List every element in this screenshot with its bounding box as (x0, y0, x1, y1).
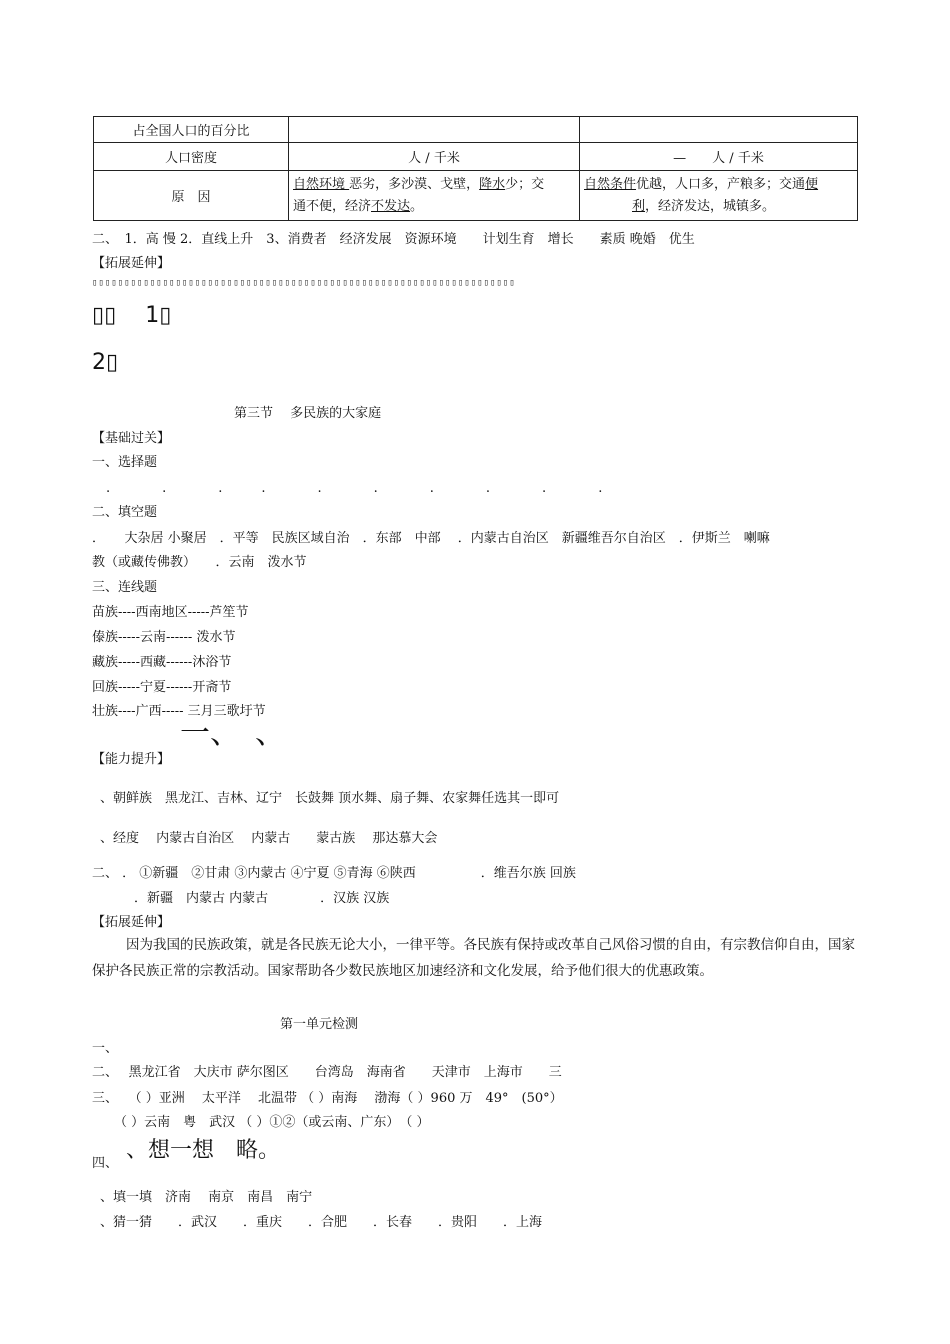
reason-text: 恶劣，多沙漠、戈壁， (349, 176, 480, 192)
reason-text: ，经济发达，城镇多。 (645, 198, 776, 214)
ability-line-2: 、经度 内蒙古自治区 内蒙古 蒙古族 那达慕大会 (100, 831, 438, 846)
unit-section-3-line-2: （ ）云南 粤 武汉 （ ）①②（或云南、广东） （ ） (114, 1115, 430, 1130)
row-percent-col3 (580, 117, 858, 143)
unit-section-4-big: 、想一想 略。 (126, 1138, 281, 1163)
row-density-label: 人口密度 (94, 143, 289, 171)
reason-text: 。 (410, 198, 424, 214)
garbled-big-line-2: 2▯ (92, 350, 119, 375)
fill-in-line: 、填一填 济南 南京 南昌 南宁 (100, 1190, 313, 1205)
link-row: 回族-----宁夏------开斋节 (92, 680, 232, 695)
row-percent-col2 (289, 117, 580, 143)
extension-heading-2: 【拓展延伸】 (92, 915, 171, 930)
reason-convenient-b: 利 (632, 198, 646, 214)
section-title: 第三节 多民族的大家庭 (234, 406, 382, 421)
ability-heading: 【能力提升】 (92, 752, 171, 767)
basic-heading: 【基础过关】 (92, 431, 171, 446)
reason-text: 少；交 (505, 176, 545, 192)
unit-section-2: 二、 黑龙江省 大庆市 萨尔图区 台湾岛 海南省 天津市 上海市 三 (92, 1065, 562, 1080)
guess-line: 、猜一猜 ．武汉 ．重庆 ．合肥 ．长春 ．贵阳 ．上海 (100, 1215, 543, 1230)
unit-section-3-line-1: 三、 （ ）亚洲 太平洋 北温带 （ ）南海 渤海（ ）960 万 49° (50°） (92, 1091, 563, 1106)
unit-section-1: 一、 (92, 1041, 119, 1056)
row-density-col2: 人 / 千米 (289, 143, 580, 171)
fill-heading: 二、填空题 (92, 505, 158, 520)
fill-line-1: ． 大杂居 小聚居 ．平等 民族区域自治 ．东部 中部 ．内蒙古自治区 新疆维吾尔自治区 ．伊斯兰 喇嘛 (92, 531, 770, 546)
extension-paragraph: 因为我国的民族政策，就是各民族无论大小，一律平等。各民族有保持或改革自己风俗习惯的自由，有宗教信仰自由，国家保护各民族正常的宗教活动。国家帮助各少数民族地区加速经济和文化发展，给予他们很大的优惠政策。 (92, 937, 855, 979)
reason-natural-env: 自然环境 (293, 176, 350, 192)
answer-line-er: 二、 1．高 慢 2．直线上升 3、消费者 经济发展 资源环境 计划生育 增长 素质 晚婚 优生 (92, 232, 695, 247)
row-percent-label: 占全国人口的百分比 (94, 117, 289, 143)
link-row: 傣族-----云南------ 泼水节 (92, 630, 236, 645)
reason-underdeveloped: 不发达 (371, 198, 411, 214)
extension-heading-1: 【拓展延伸】 (92, 256, 171, 271)
unit-section-4: 四、 (92, 1156, 119, 1171)
ability-line-4: ．新疆 内蒙古 内蒙古 ．汉族 汉族 (134, 891, 390, 906)
reason-text: 优越，人口多，产粮多；交通 (636, 176, 806, 192)
row-reason-label: 原 因 (94, 171, 289, 221)
link-row: 壮族----广西----- 三月三歌圩节 (92, 704, 266, 719)
choice-heading: 一、选择题 (92, 455, 158, 470)
unit-title: 第一单元检测 (280, 1017, 359, 1032)
fill-line-2: 教（或藏传佛教） ．云南 泼水节 (92, 555, 307, 570)
reason-convenient-a: 便 (805, 176, 819, 192)
link-row: 藏族-----西藏------沐浴节 (92, 655, 232, 670)
row-reason-col2 (289, 171, 580, 221)
link-row: 苗族----西南地区-----芦笙节 (92, 605, 249, 620)
reason-text: 通不便，经济 (293, 198, 372, 214)
reason-natural-cond: 自然条件 (584, 176, 637, 192)
row-reason-col3 (580, 171, 858, 221)
reason-rainfall: 降水 (479, 176, 506, 192)
ability-line-3: 二、 ． ①新疆 ②甘肃 ③内蒙古 ④宁夏 ⑤青海 ⑥陕西 ．维吾尔族 回族 (92, 866, 576, 881)
choice-answers: . . . . . . . . . . (106, 481, 603, 496)
big-mark: 一、 、 (180, 716, 285, 751)
row-density-col3: — 人 / 千米 (580, 143, 858, 171)
garbled-big-line-1: ▯▯ 1▯ (92, 303, 172, 328)
ability-line-1: 、朝鲜族 黑龙江、吉林、辽宁 长鼓舞 顶水舞、扇子舞、农家舞任选其一即可 (100, 791, 560, 806)
link-heading: 三、连线题 (92, 580, 158, 595)
population-table (93, 116, 858, 221)
garbled-text-row: ▯▯▯▯▯▯▯▯▯▯▯▯▯▯▯▯▯▯▯▯▯▯▯▯▯▯▯▯▯▯▯▯▯▯▯▯▯▯▯▯▯▯▯▯▯▯▯▯▯▯▯▯▯▯▯▯▯▯▯▯▯▯▯▯▯▯ (92, 278, 516, 288)
